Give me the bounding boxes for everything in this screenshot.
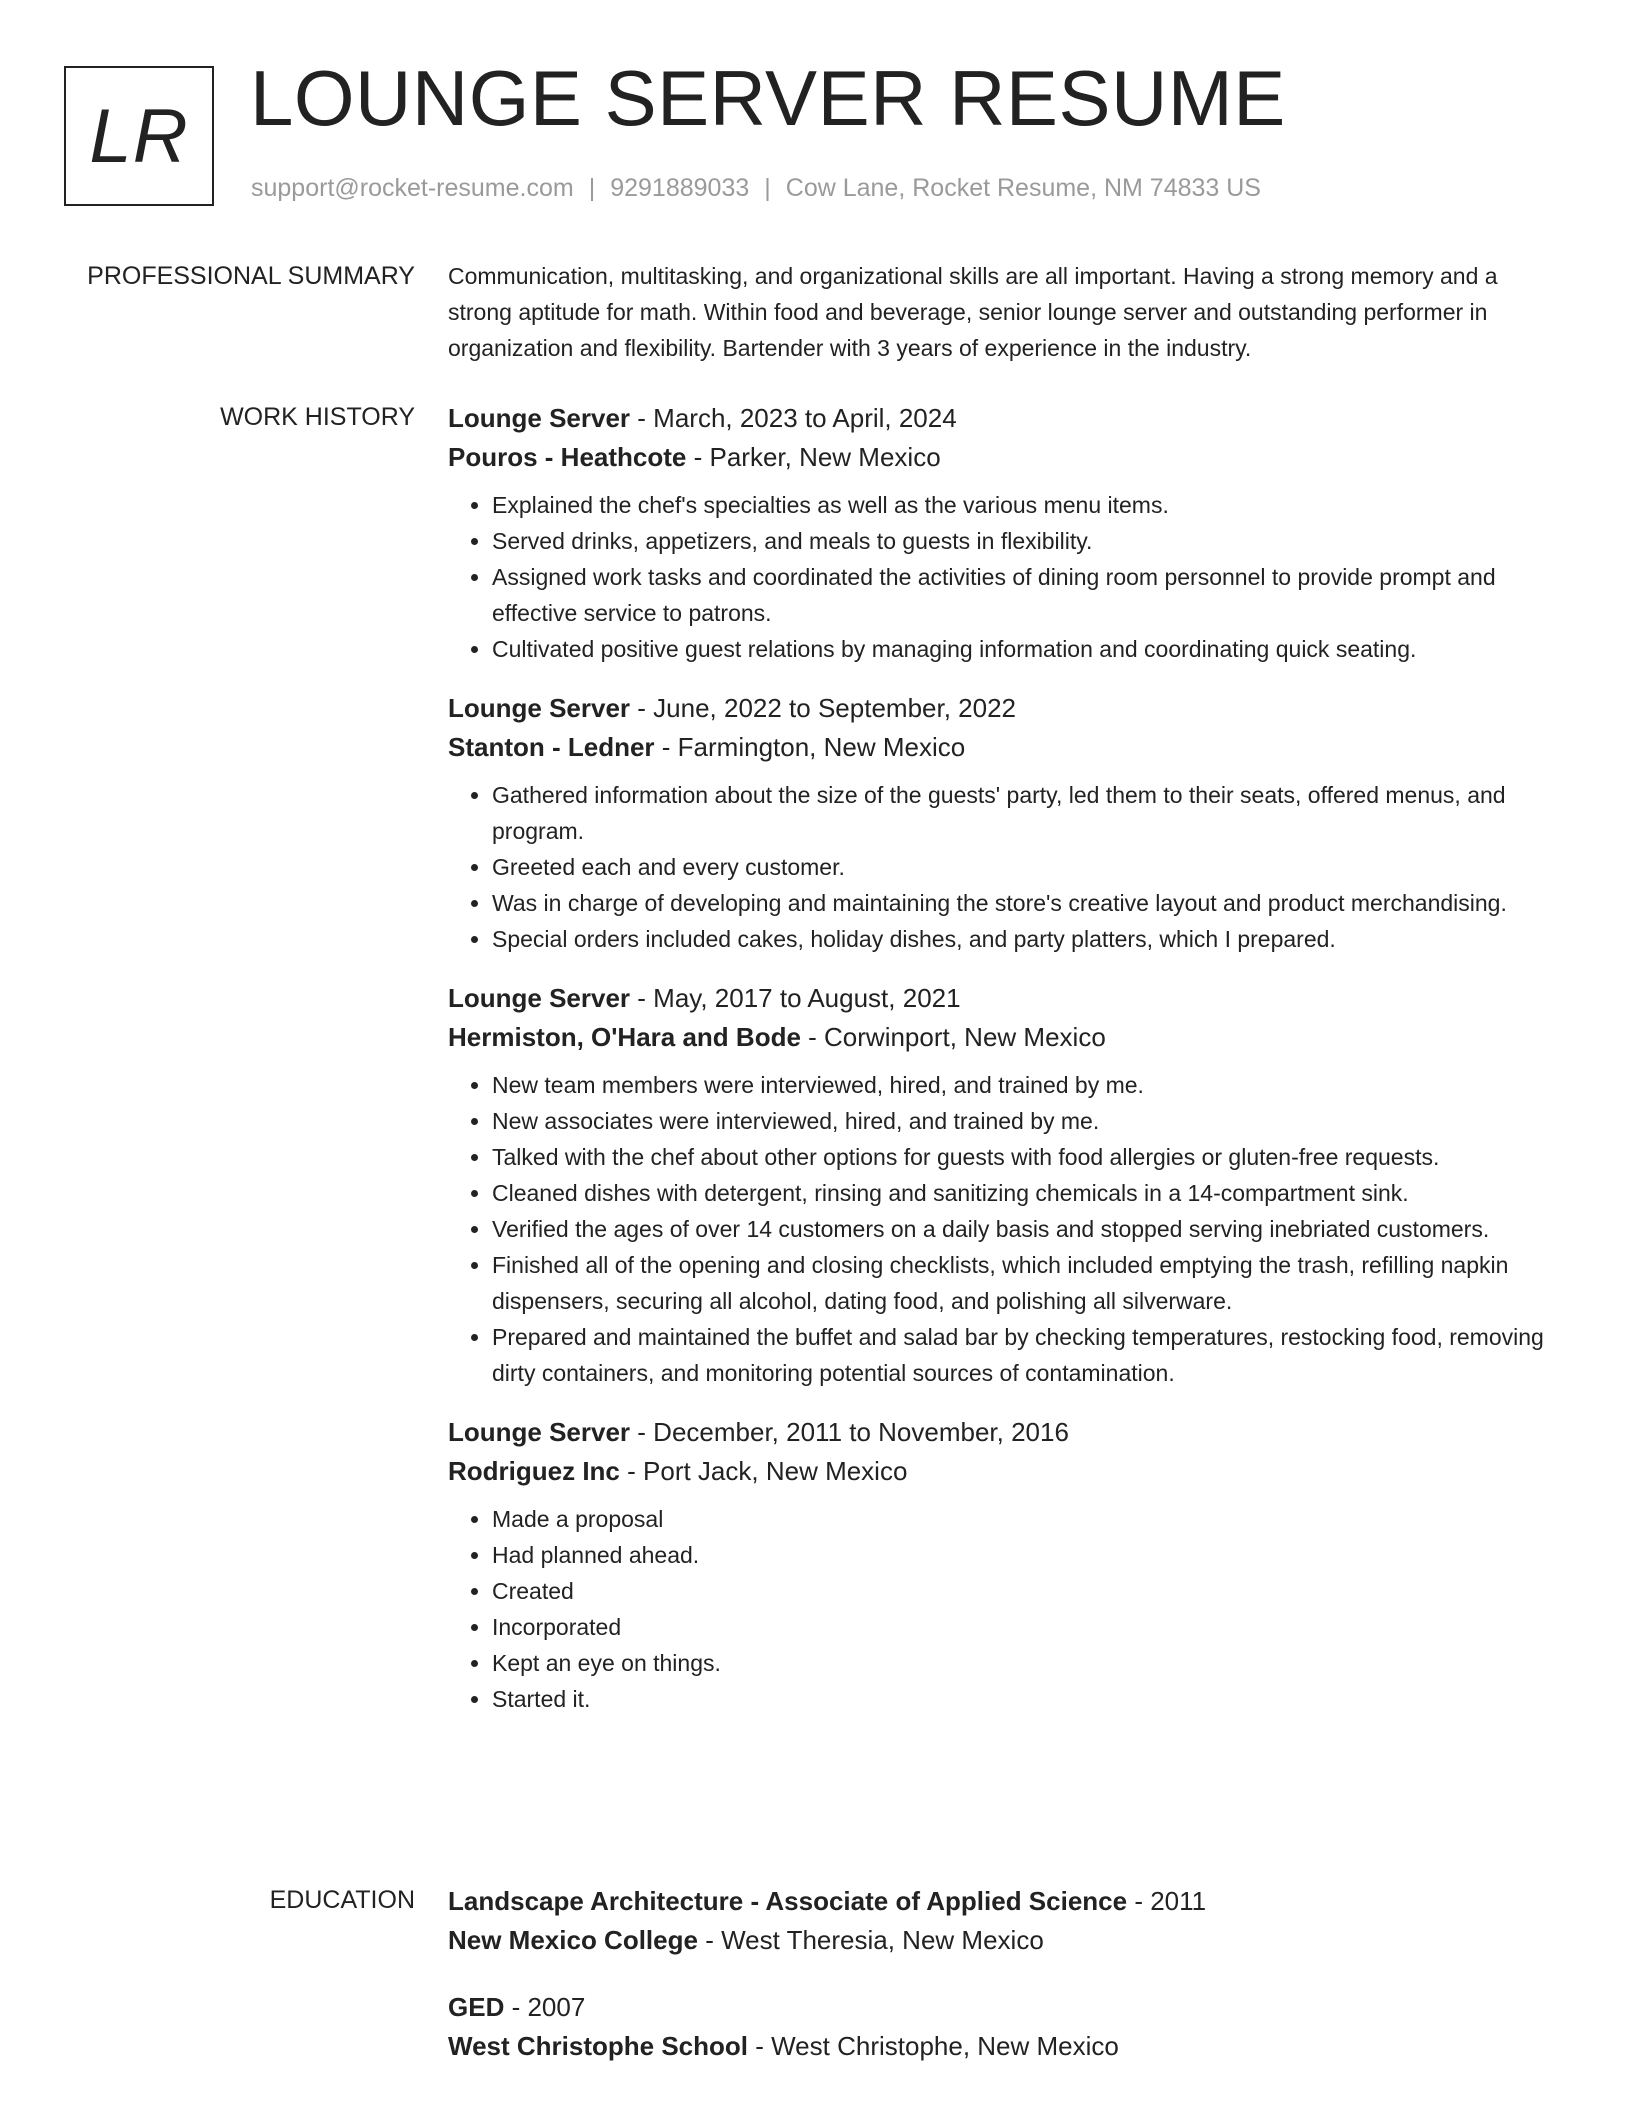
contact-phone: 9291889033	[610, 174, 750, 202]
job-entry	[448, 399, 1548, 667]
degree-name: GED	[448, 1992, 505, 2022]
job-bullet: • Kept an eye on things.	[492, 1645, 1548, 1681]
job-bullet-list	[448, 1501, 1548, 1717]
contact-separator: |	[764, 174, 771, 202]
job-title-line	[448, 979, 1548, 1018]
education-body	[448, 1882, 1548, 2094]
degree-name: Landscape Architecture - Associate of Applied Science	[448, 1886, 1128, 1916]
job-dates: - June, 2022 to September, 2022	[630, 693, 1016, 723]
degree-year: - 2007	[504, 1992, 586, 2022]
degree-line	[448, 1882, 1548, 1921]
job-company: Stanton - Ledner	[448, 732, 655, 762]
job-title: Lounge Server	[448, 403, 631, 433]
job-title-line	[448, 1413, 1548, 1452]
work-history-label: WORK HISTORY	[220, 403, 415, 431]
job-title-line	[448, 689, 1548, 728]
job-entry	[448, 689, 1548, 957]
job-company: Pouros - Heathcote	[448, 442, 687, 472]
education-entry	[448, 1988, 1548, 2066]
job-dates: - May, 2017 to August, 2021	[630, 983, 961, 1013]
job-location: - Port Jack, New Mexico	[619, 1456, 908, 1486]
school-location: - West Theresia, New Mexico	[697, 1925, 1044, 1955]
work-history-body	[448, 399, 1548, 1739]
job-bullet: • Prepared and maintained the buffet and salad bar by checking temperatures, restocking food, removing dirty containers, and monitoring potential sources of contamination.	[492, 1319, 1548, 1391]
school-line	[448, 2027, 1548, 2066]
summary-label: PROFESSIONAL SUMMARY	[87, 262, 415, 290]
school-location: - West Christophe, New Mexico	[748, 2031, 1119, 2061]
job-bullet: • Gathered information about the size of the guests' party, led them to their seats, offered menus, and program.	[492, 777, 1548, 849]
job-location: - Parker, New Mexico	[686, 442, 941, 472]
job-bullet-list	[448, 777, 1548, 957]
job-dates: - March, 2023 to April, 2024	[630, 403, 957, 433]
job-company: Hermiston, O'Hara and Bode	[448, 1022, 801, 1052]
job-bullet: • Greeted each and every customer.	[492, 849, 1548, 885]
job-company-line	[448, 1452, 1548, 1491]
job-bullet: • Verified the ages of over 14 customers on a daily basis and stopped serving inebriated customers.	[492, 1211, 1548, 1247]
resume-title: LOUNGE SERVER RESUME	[250, 54, 1286, 142]
job-location: - Farmington, New Mexico	[654, 732, 966, 762]
job-bullet: • Incorporated	[492, 1609, 1548, 1645]
job-bullet: • Served drinks, appetizers, and meals to guests in flexibility.	[492, 523, 1548, 559]
job-bullet: • Made a proposal	[492, 1501, 1548, 1537]
job-bullet: • Talked with the chef about other options for guests with food allergies or gluten-free requests.	[492, 1139, 1548, 1175]
job-title: Lounge Server	[448, 983, 631, 1013]
job-company: Rodriguez Inc	[448, 1456, 620, 1486]
job-dates: - December, 2011 to November, 2016	[630, 1417, 1069, 1447]
monogram-logo: LR	[64, 66, 214, 206]
job-bullet: • Created	[492, 1573, 1548, 1609]
job-bullet: • New team members were interviewed, hired, and trained by me.	[492, 1067, 1548, 1103]
job-company-line	[448, 438, 1548, 477]
job-bullet: • Assigned work tasks and coordinated the activities of dining room personnel to provide prompt and effective service to patrons.	[492, 559, 1548, 631]
contact-separator: |	[588, 174, 596, 202]
job-bullet: • Finished all of the opening and closing checklists, which included emptying the trash, refilling napkin dispensers, securing all alcohol, dating food, and polishing all silverware.	[492, 1247, 1548, 1319]
job-bullet: • Was in charge of developing and maintaining the store's creative layout and product merchandising.	[492, 885, 1548, 921]
summary-body	[448, 258, 1548, 366]
contact-line	[251, 174, 1261, 203]
job-bullet: • Started it.	[492, 1681, 1548, 1717]
job-bullet: • Cleaned dishes with detergent, rinsing and sanitizing chemicals in a 14-compartment sink.	[492, 1175, 1548, 1211]
job-company-line	[448, 1018, 1548, 1057]
job-title: Lounge Server	[448, 1417, 631, 1447]
school-name: New Mexico College	[448, 1925, 698, 1955]
school-name: West Christophe School	[448, 2031, 748, 2061]
contact-email: support@rocket-resume.com	[251, 174, 574, 202]
school-line	[448, 1921, 1548, 1960]
education-entry	[448, 1882, 1548, 1960]
job-bullet-list	[448, 1067, 1548, 1391]
degree-line	[448, 1988, 1548, 2027]
job-company-line	[448, 728, 1548, 767]
job-bullet: • Explained the chef's specialties as well as the various menu items.	[492, 487, 1548, 523]
job-entry	[448, 979, 1548, 1391]
job-bullet: • Had planned ahead.	[492, 1537, 1548, 1573]
job-entry	[448, 1413, 1548, 1717]
education-label: EDUCATION	[269, 1886, 415, 1914]
job-location: - Corwinport, New Mexico	[800, 1022, 1106, 1052]
job-title: Lounge Server	[448, 693, 631, 723]
job-title-line	[448, 399, 1548, 438]
job-bullet: • New associates were interviewed, hired, and trained by me.	[492, 1103, 1548, 1139]
job-bullet: • Cultivated positive guest relations by managing information and coordinating quick seating.	[492, 631, 1548, 667]
job-bullet: • Special orders included cakes, holiday dishes, and party platters, which I prepared.	[492, 921, 1548, 957]
contact-address: Cow Lane, Rocket Resume, NM 74833 US	[785, 174, 1261, 202]
degree-year: - 2011	[1127, 1886, 1207, 1916]
job-bullet-list	[448, 487, 1548, 667]
summary-text: Communication, multitasking, and organizational skills are all important. Having a strong memory and a strong aptitude for math. Within food and beverage, senior lounge server and outstanding performer in organization and flexibility. Bartender with 3 years of experience in the industry.	[448, 263, 1498, 361]
